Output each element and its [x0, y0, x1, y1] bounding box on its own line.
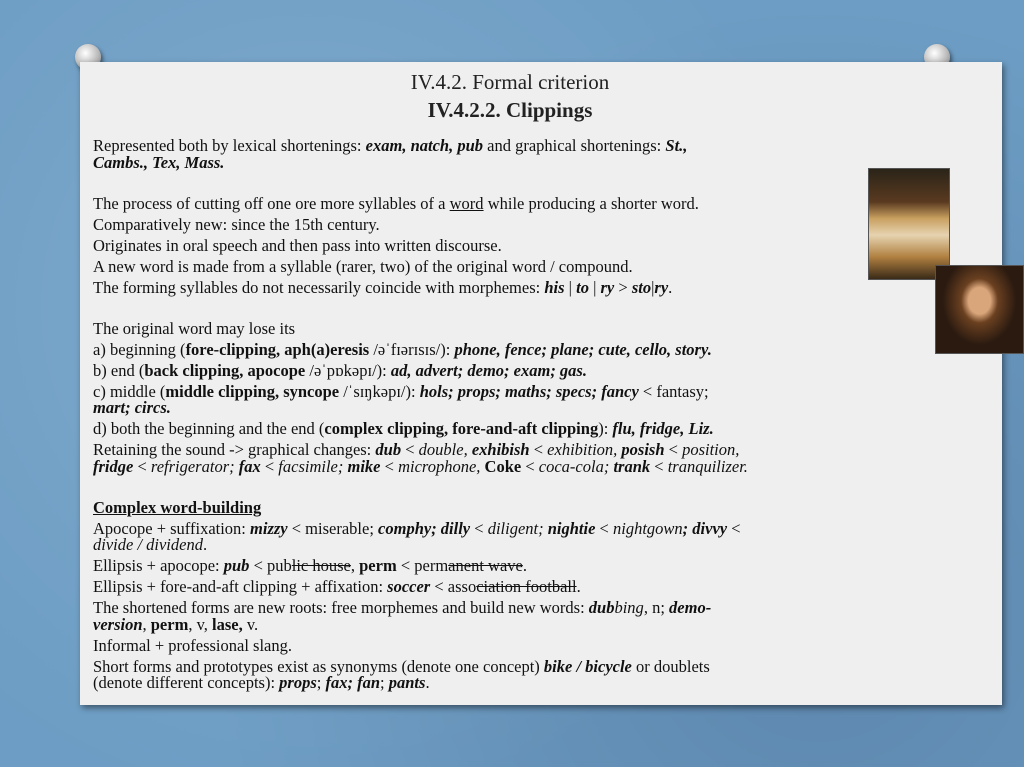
text-run: lase, [212, 614, 243, 634]
paragraph [93, 339, 943, 359]
text-run: nightie [547, 518, 596, 538]
text-run: mizzy [250, 518, 288, 538]
text-run: , [142, 614, 151, 634]
text-run: | [651, 277, 655, 297]
text-run: . [202, 535, 208, 554]
text-run: St., [665, 136, 688, 155]
text-run: Originates in oral speech and then pass into written discourse. [93, 235, 502, 255]
text-run: (denote different concepts): [93, 673, 280, 692]
paragraph [93, 497, 943, 517]
text-run: props [279, 673, 317, 692]
text-run: . [425, 673, 430, 692]
paragraph [93, 381, 943, 417]
text-run: < [521, 456, 539, 476]
text-run: , v, [188, 614, 213, 634]
text-run: ; [380, 673, 389, 692]
paragraph [93, 558, 943, 575]
text-run: mike [347, 456, 381, 476]
paragraph-gap [93, 176, 943, 196]
text-run: divide / dividend [93, 535, 203, 554]
text-run: refrigerator; [150, 456, 239, 476]
text-run: d) both the beginning and the end ( [93, 419, 325, 438]
text-run: nightgown [612, 518, 683, 538]
text-run: middle clipping, syncope [165, 381, 340, 401]
text-run: pants [388, 673, 426, 692]
text-run: fax [238, 456, 261, 476]
text-run: ; [316, 673, 326, 692]
paragraph [93, 277, 943, 297]
paragraph [93, 579, 943, 596]
paragraph [93, 256, 943, 276]
paragraph [93, 235, 943, 255]
text-run: exhibish [471, 440, 530, 459]
text-run: double, [418, 440, 472, 459]
text-run: bing [614, 598, 644, 617]
text-run: version [93, 614, 143, 634]
paragraph [93, 138, 943, 171]
text-run: Represented both by lexical shortenings: [93, 136, 366, 155]
paragraph [93, 318, 943, 338]
text-run: . [522, 556, 527, 575]
text-run: < miserable; [287, 518, 379, 538]
text-run: facsimile; [278, 456, 348, 476]
paragraph [93, 214, 943, 234]
text-run: < [380, 456, 399, 476]
text-run: ciation football [476, 577, 577, 596]
paragraph [93, 193, 943, 213]
paragraph [93, 656, 943, 692]
text-run: < perm [396, 556, 449, 575]
text-run: The shortened forms are new roots: free morphemes and build new words: [93, 598, 589, 617]
text-run: Ellipsis + apocope: [93, 556, 224, 575]
text-run: hols; props; maths; specs; fancy [419, 381, 639, 401]
text-run: and graphical shortenings: [483, 136, 666, 155]
text-run: < [470, 518, 488, 538]
text-run: exhibition, [547, 440, 622, 459]
text-run: exam, natch, pub [365, 136, 484, 155]
text-run: v. [242, 614, 259, 634]
paragraph [93, 600, 943, 633]
text-run: < [529, 440, 548, 459]
text-run: complex clipping, fore-and-aft clipping [324, 419, 599, 438]
text-run: /əˈfɪərɪsɪs/): [369, 339, 455, 359]
text-run: fore-clipping, aph(a)eresis [185, 339, 370, 359]
text-run: to [576, 277, 589, 297]
text-run: < [260, 456, 279, 476]
text-run: flu, fridge, Liz. [612, 419, 714, 438]
queen-elizabeth-portrait [868, 168, 950, 280]
text-run: comphy; dilly [378, 518, 471, 538]
text-run: anent wave [448, 556, 523, 575]
text-run: or doublets [631, 656, 710, 676]
text-run: diligent; [487, 518, 548, 538]
text-run: lic house [291, 556, 351, 575]
text-run: < [727, 518, 741, 538]
text-run: Complex word-building [93, 497, 262, 517]
text-run: . [576, 577, 581, 596]
text-run: perm [150, 614, 189, 634]
text-run: > [614, 277, 632, 297]
shakespeare-portrait [935, 265, 1024, 354]
text-run: b) end ( [93, 360, 145, 380]
text-run: microphone, [398, 456, 485, 476]
text-run: ad, advert; demo; exam; gas. [390, 360, 587, 380]
text-run: dub [588, 598, 615, 617]
text-run: word [449, 193, 484, 213]
text-run: Short forms and prototypes exist as synonyms (denote one concept) [93, 656, 544, 676]
text-run: Coke [484, 456, 522, 476]
paragraph-gap [93, 301, 943, 321]
text-run: fridge [93, 456, 134, 476]
text-run: /əˈpɒkəpɪ/): [305, 360, 391, 380]
text-run: a) beginning ( [93, 339, 186, 359]
text-run: < pub [249, 556, 292, 575]
text-run: Ellipsis + fore-and-aft clipping + affixation: [93, 577, 388, 596]
text-run: Informal + professional slang. [93, 635, 293, 655]
text-run: < [664, 440, 683, 459]
text-run: his [544, 277, 565, 297]
text-run: ; divvy [682, 518, 728, 538]
text-run: < [133, 456, 151, 476]
text-run: ): [598, 419, 613, 438]
text-run: | [564, 277, 577, 297]
text-run: A new word is made from a syllable (rarer, two) of the original word / compound. [93, 256, 633, 276]
text-run: < [650, 456, 668, 476]
text-run: sto [631, 277, 652, 297]
paragraph [93, 442, 943, 475]
text-run: perm [359, 556, 397, 575]
text-run: tranquilizer. [667, 456, 748, 476]
text-run: < [401, 440, 419, 459]
text-run: posish [621, 440, 665, 459]
text-run: | [588, 277, 601, 297]
text-run: , n; [643, 598, 670, 617]
paragraph-gap [93, 480, 943, 500]
text-run: ry [600, 277, 615, 297]
text-run: fax; fan [325, 673, 381, 692]
text-run: < asso [430, 577, 477, 596]
text-run: dub [375, 440, 402, 459]
text-run: The original word may lose its [93, 318, 296, 338]
text-run: bike / bicycle [543, 656, 632, 676]
text-run: Comparatively new: since the 15th century. [93, 214, 380, 234]
slide-title: IV.4.2. Formal criterion [410, 70, 610, 94]
text-run: phone, fence; plane; cute, cello, story. [454, 339, 712, 359]
text-run: < fantasy; [638, 381, 709, 401]
text-run: coca-cola; [538, 456, 614, 476]
text-run: back clipping, apocope [144, 360, 306, 380]
text-run: Cambs., Tex, Mass. [93, 152, 225, 172]
text-run: demo- [669, 598, 712, 617]
text-run: Retaining the sound -> graphical changes: [93, 440, 376, 459]
text-run: c) middle ( [93, 381, 166, 401]
slide-subtitle: IV.4.2.2. Clippings [427, 98, 593, 122]
text-run: . [668, 277, 673, 297]
text-run: position, [682, 440, 740, 459]
text-run: pub [223, 556, 250, 575]
paragraph [93, 360, 943, 380]
paragraph [93, 635, 943, 655]
paragraph [93, 518, 943, 554]
text-run: while producing a shorter word. [483, 193, 699, 213]
text-run: /ˈsɪŋkəpɪ/): [339, 381, 420, 401]
text-run: < [595, 518, 613, 538]
text-run: , [350, 556, 360, 575]
paragraph [93, 421, 943, 438]
text-run: mart; circs. [93, 398, 171, 417]
text-run: trank [613, 456, 651, 476]
text-run: Apocope + suffixation: [93, 518, 251, 538]
text-run: The process of cutting off one ore more syllables of a [93, 193, 450, 213]
text-run: soccer [387, 577, 431, 596]
text-run: The forming syllables do not necessarily coincide with morphemes: [93, 277, 545, 297]
slide [80, 62, 1002, 705]
text-run: ry [654, 277, 669, 297]
slide-body [93, 138, 943, 696]
